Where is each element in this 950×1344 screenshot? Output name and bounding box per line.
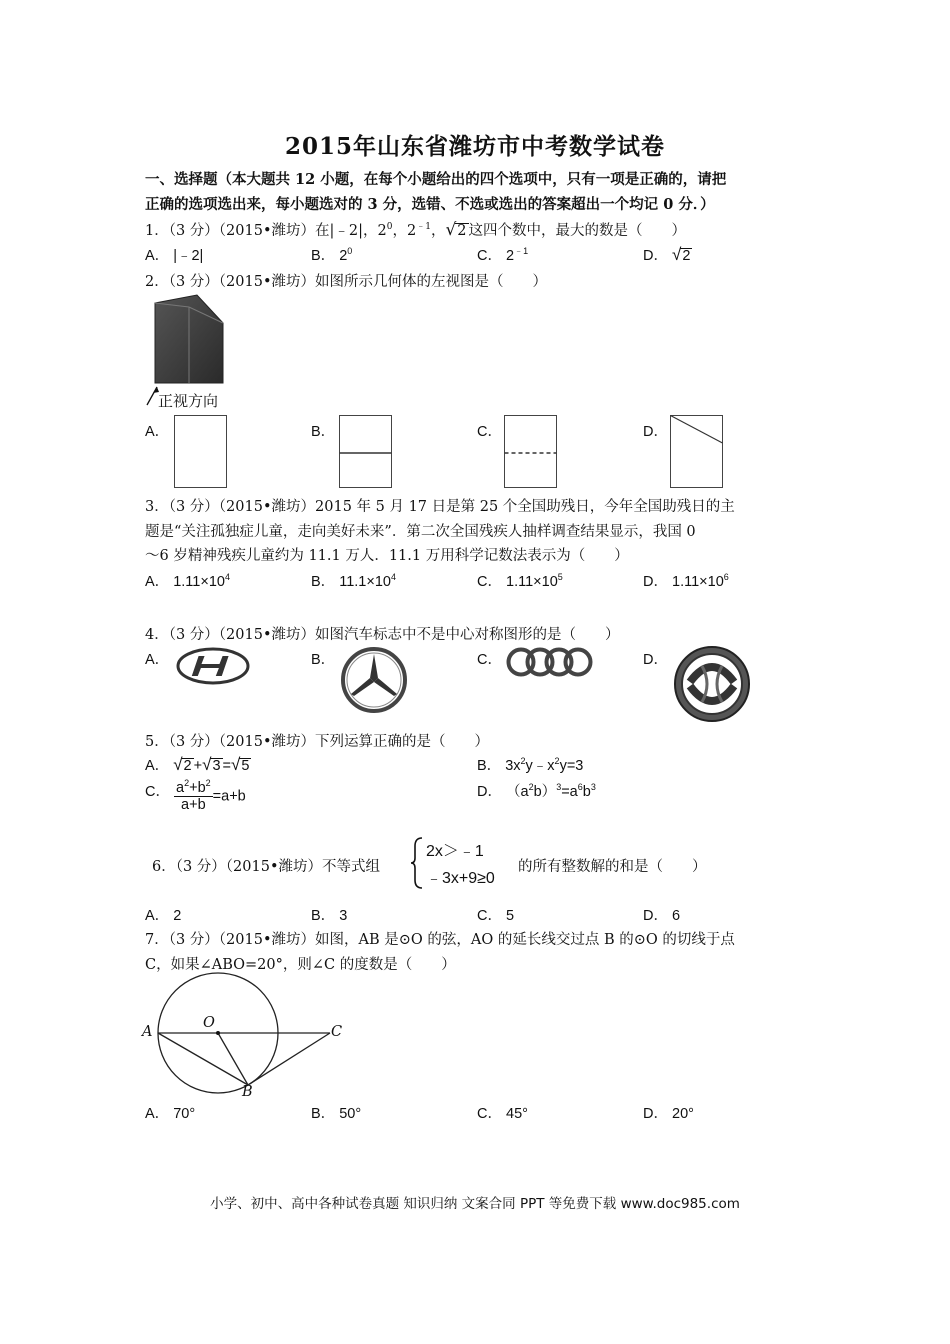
- q7-option-d[interactable]: D． 20°: [643, 1106, 694, 1122]
- section-heading-line2: 正确的选项选出来，每小题选对的 3 分，选错、不选或选出的答案超出一个均记 0 分．）: [145, 196, 715, 213]
- section-heading-line1: 一、选择题（本大题共 12 小题，在每个小题给出的四个选项中，只有一项是正确的，请把: [145, 171, 727, 188]
- q2-option-a[interactable]: A．: [145, 424, 170, 440]
- q6-option-d[interactable]: D． 6: [643, 908, 681, 924]
- q5-option-d[interactable]: D． $(a^2b)^3=a^6b^3$: [477, 782, 596, 800]
- q2-option-b-figure[interactable]: [339, 415, 393, 489]
- q7-stem-line1: 7．（3 分）（2015•潍坊）如图，AB 是⊙O 的弦，AO 的延长线交过点 B 的⊙O 的切线于点: [145, 932, 735, 948]
- q6-stem-b: 的所有整数解的和是（ ）: [518, 859, 707, 875]
- q4-option-b[interactable]: B．: [311, 652, 336, 668]
- q6-brace: [410, 836, 424, 890]
- q3-option-b[interactable]: B． $11.1\times 10^4$: [311, 572, 396, 590]
- q6-option-b[interactable]: B． 3: [311, 908, 348, 924]
- q6-option-a[interactable]: A． 2: [145, 908, 182, 924]
- q7-option-a[interactable]: A． 70°: [145, 1106, 196, 1122]
- q1-option-a[interactable]: A． |﹣2|: [145, 248, 204, 264]
- q2-view-direction-caption: 正视方向: [158, 392, 219, 410]
- footer-text: 小学、初中、高中各种试卷真题 知识归纳 文案合同 PPT 等免费下载 www.doc985.com: [210, 1196, 740, 1212]
- q1-option-b[interactable]: B． $2^0$: [311, 246, 353, 264]
- page-title: 2015年山东省潍坊市中考数学试卷: [284, 133, 665, 160]
- q3-stem-line3: ～6 岁精神残疾儿童约为 11.1 万人．11.1 万用科学记数法表示为（ ）: [145, 548, 629, 564]
- q7-point-o-label: O: [203, 1015, 215, 1031]
- q2-option-c[interactable]: C．: [477, 424, 502, 440]
- q3-stem-line1: 3．（3 分）（2015•潍坊）2015 年 5 月 17 日是第 25 个全国助残日，今年全国助残日的主: [145, 499, 735, 515]
- q2-option-c-figure[interactable]: [504, 415, 558, 489]
- q1-stem: 1．（3 分）（2015•潍坊）在|﹣2|，$2^0$，$2^{﹣1}$，√2 这四个数中，最大的数是（ ）: [145, 220, 687, 240]
- q4-option-c-logo[interactable]: [506, 646, 592, 680]
- q3-option-d[interactable]: D． $1.11\times 10^6$: [643, 572, 729, 590]
- q1-option-d[interactable]: D． √2: [643, 245, 691, 264]
- q1-option-c[interactable]: C． $2^{﹣1}$: [477, 246, 529, 264]
- q7-option-c[interactable]: C． 45°: [477, 1106, 528, 1122]
- q2-option-a-figure[interactable]: [174, 415, 228, 489]
- q4-option-d[interactable]: D．: [643, 652, 668, 668]
- q4-option-a[interactable]: A．: [145, 652, 170, 668]
- q5-option-c[interactable]: C． $\frac{a^2+b^2}{a+b}$ =a+b: [145, 778, 246, 813]
- q3-option-c[interactable]: C． $1.11\times 10^5$: [477, 572, 563, 590]
- q7-point-c-label: C: [331, 1024, 343, 1040]
- q5-stem: 5．（3 分）（2015•潍坊）下列运算正确的是（ ）: [145, 734, 490, 750]
- q3-option-a[interactable]: A． $1.11\times 10^4$: [145, 572, 230, 590]
- q6-stem-a: 6．（3 分）（2015•潍坊）不等式组: [152, 859, 381, 875]
- q4-option-d-logo[interactable]: [672, 644, 752, 724]
- q4-option-a-logo[interactable]: [176, 646, 252, 686]
- q4-option-c[interactable]: C．: [477, 652, 502, 668]
- q6-inequality-2: ﹣3x+9≥0: [426, 870, 495, 887]
- q7-point-b-label: B: [242, 1084, 253, 1100]
- sqrt-sign: √: [445, 220, 457, 240]
- q2-option-d-figure[interactable]: [670, 415, 724, 489]
- q5-option-b[interactable]: B． $3x^2y﹣x^2y=3$: [477, 756, 584, 774]
- q6-option-c[interactable]: C． 5: [477, 908, 515, 924]
- q2-option-b[interactable]: B．: [311, 424, 336, 440]
- q2-stem: 2．（3 分）（2015•潍坊）如图所示几何体的左视图是（ ）: [145, 274, 548, 290]
- q7-stem-line2: C，如果∠ABO=20°，则∠C 的度数是（ ）: [145, 957, 456, 973]
- q7-point-a-label: A: [142, 1024, 153, 1040]
- q3-stem-line2: 题是“关注孤独症儿童，走向美好未来”．第二次全国残疾人抽样调查结果显示，我国 0: [145, 524, 696, 540]
- q6-inequality-1: 2x＞﹣1: [426, 843, 484, 860]
- q4-stem: 4．（3 分）（2015•潍坊）如图汽车标志中不是中心对称图形的是（ ）: [145, 627, 620, 643]
- q2-option-d[interactable]: D．: [643, 424, 668, 440]
- q4-option-b-logo[interactable]: [340, 646, 410, 716]
- q5-option-a[interactable]: A． √2 +√3 =√5: [145, 755, 250, 774]
- q7-option-b[interactable]: B． 50°: [311, 1106, 362, 1122]
- q7-circle-diagram: [140, 968, 350, 1100]
